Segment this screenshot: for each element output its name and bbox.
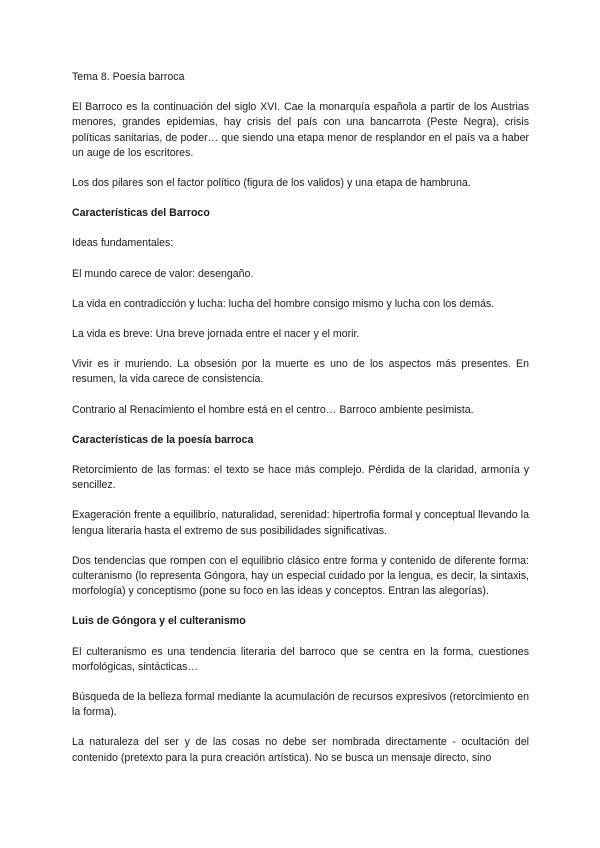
paragraph-naturaleza-ser: La naturaleza del ser y de las cosas no debe ser nombrada directamente - ocultación del contenido (pretexto para la pura creación artística). No se busca un mensaje directo, sino: [72, 736, 529, 764]
paragraph-renacimiento: Contrario al Renacimiento el hombre está en el centro… Barroco ambiente pesimista.: [72, 403, 474, 416]
document-title: Tema 8. Poesía barroca: [72, 71, 185, 83]
paragraph-pillars: Los dos pilares son el factor político (figura de los validos) y una etapa de hambruna.: [72, 177, 471, 190]
paragraph-vivir-muriendo: Vivir es ir muriendo. La obsesión por la muerte es uno de los aspectos más presentes. En resumen, la vida carece de consistencia.: [72, 358, 529, 386]
paragraph-busqueda-belleza: Búsqueda de la belleza formal mediante la acumulación de recursos expresivos (retorcimiento en la forma).: [72, 691, 529, 719]
section-heading-caracteristicas-barroco: Características del Barroco: [72, 207, 210, 220]
paragraph-intro: El Barroco es la continuación del siglo XVI. Cae la monarquía española a partir de los Austrias menores, grandes epidemias, hay crisis del país con una bancarrota (Peste Negra), crisis políticas sanitarias, de poder… que siendo una etapa menor de resplandor en el país va a haber un auge de los escritores.: [72, 101, 529, 159]
paragraph-ideas-fundamentales: Ideas fundamentales:: [72, 237, 174, 250]
paragraph-culteranismo: El culteranismo es una tendencia literaria del barroco que se centra en la forma, cuestiones morfológicas, sintácticas…: [72, 645, 529, 673]
section-heading-poesia-barroca: Características de la poesía barroca: [72, 433, 254, 446]
paragraph-exageracion: Exageración frente a equilibrio, naturalidad, serenidad: hipertrofia formal y conceptual llevando la lengua literaria hasta el extremo de sus posibilidades significativas.: [72, 509, 529, 537]
paragraph-desengano: El mundo carece de valor: desengaño.: [72, 267, 254, 280]
paragraph-contradiccion: La vida en contradicción y lucha: lucha del hombre consigo mismo y lucha con los demás.: [72, 297, 495, 310]
paragraph-dos-tendencias: Dos tendencias que rompen con el equilibrio clásico entre forma y contenido de diferente forma: culteranismo (lo representa Góngora, hay un especial cuidado por la lengua, es decir, la sintaxis, morfología) y conceptismo (pone su foco en las ideas y conceptos. Entran las alegorías).: [72, 554, 529, 598]
paragraph-vida-breve: La vida es breve: Una breve jornada entre el nacer y el morir.: [72, 328, 360, 341]
paragraph-retorcimiento: Retorcimiento de las formas: el texto se hace más complejo. Pérdida de la claridad, armonía y sencillez.: [72, 464, 529, 492]
section-heading-gongora: Luis de Góngora y el culteranismo: [72, 615, 246, 628]
